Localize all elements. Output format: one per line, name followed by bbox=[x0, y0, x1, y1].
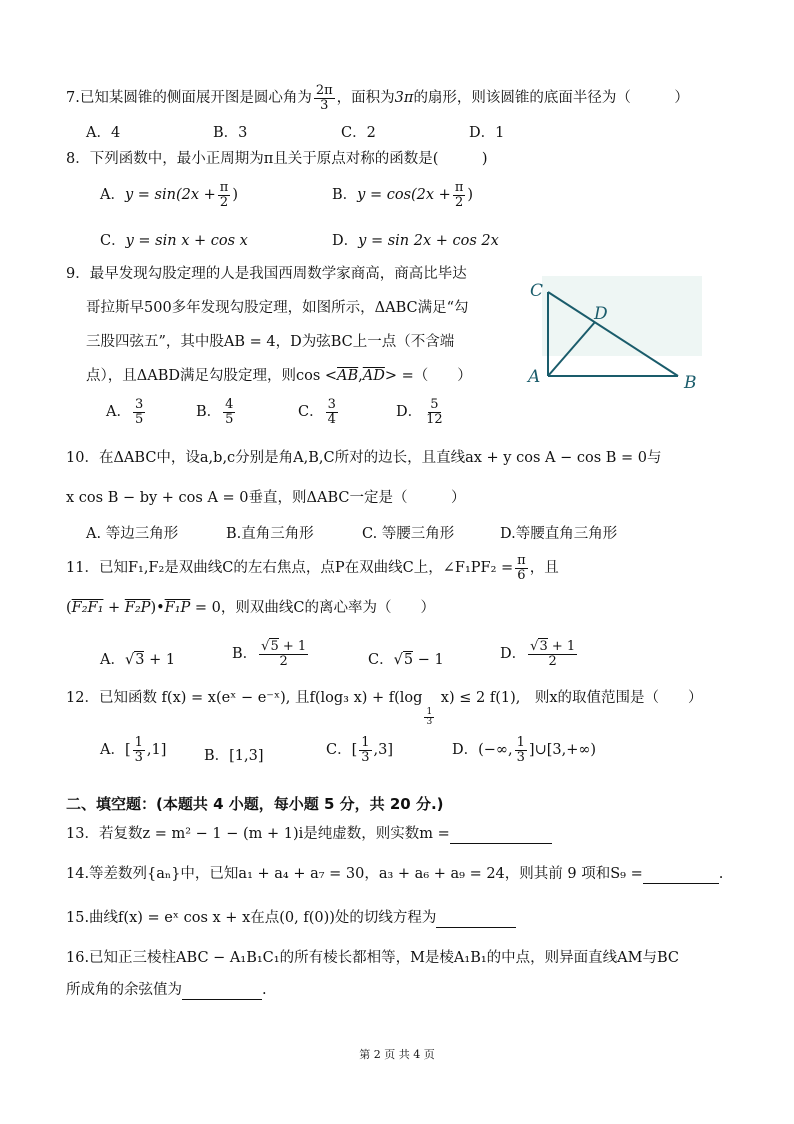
label-d: D bbox=[594, 304, 608, 324]
q9-line1: 9．最早发现勾股定理的人是我国西周数学家商高，商高比毕达 bbox=[66, 266, 467, 282]
q8-option-d: D．y = sin 2x + cos 2x bbox=[332, 233, 499, 249]
q8-option-c: C．y = sin x + cos x bbox=[100, 233, 248, 249]
q7-prefix: 7.已知某圆锥的侧面展开图是圆心角为 bbox=[66, 90, 312, 107]
q12-option-c: C．[ $\frac{1}{3}$ ,3] bbox=[326, 735, 394, 765]
label-b: B bbox=[684, 373, 697, 393]
q10-option-d: D.等腰直角三角形 bbox=[500, 526, 618, 542]
q12-option-b: B．[1,3] bbox=[204, 748, 264, 764]
q10-option-c: C. 等腰三角形 bbox=[362, 526, 455, 542]
q11-line2: (F₂F₁ + F₂P)•F₁P = 0，则双曲线C的离心率为（ ） bbox=[66, 600, 435, 616]
q11-option-d: D． $\frac{√3 + 1}{2}$ bbox=[500, 639, 576, 669]
q10-line1: 10．在ΔABC中，设a,b,c分别是角A,B,C所对的边长，且直线ax + y cos A − cos B = 0与 bbox=[66, 450, 662, 466]
label-a: A bbox=[528, 367, 541, 387]
q11-option-b: B． $\frac{√5 + 1}{2}$ bbox=[232, 639, 307, 669]
label-c: C bbox=[530, 281, 544, 301]
q7-option-d: D．1 bbox=[469, 125, 505, 141]
q14: 14.等差数列{aₙ}中，已知a₁ + a₄ + a₇ = 30，a₃ + a₆ + a₉ = 24，则其前 9 项和S₉ = . bbox=[66, 866, 723, 884]
q7-option-a: A．4 bbox=[86, 125, 121, 141]
q10-option-a: A. 等边三角形 bbox=[86, 526, 179, 542]
q9-option-c: C． $\frac{3}{4}$ bbox=[298, 397, 336, 427]
q10-line2: x cos B − by + cos A = 0垂直，则ΔABC一定是（ ） bbox=[66, 490, 466, 506]
q16-line2: 所成角的余弦值为 . bbox=[66, 982, 267, 1000]
section-2-heading: 二、填空题：(本题共 4 小题，每小题 5 分，共 20 分.) bbox=[66, 795, 444, 813]
q8-option-a: A．y = sin(2x + $\frac{\pi}{2}$ ) bbox=[100, 180, 238, 210]
q13-answer-blank[interactable] bbox=[450, 826, 552, 844]
q7-option-b: B．3 bbox=[213, 125, 248, 141]
q7-fraction: $\frac{2\pi}{3}$ bbox=[315, 83, 333, 113]
q9-option-b: B． $\frac{4}{5}$ bbox=[196, 397, 234, 427]
q8-stem: 8．下列函数中，最小正周期为π且关于原点对称的函数是( ) bbox=[66, 151, 488, 167]
figure-background bbox=[542, 276, 702, 356]
page-footer: 第 2 页 共 4 页 bbox=[359, 1048, 435, 1061]
q11-option-a: A．√3 + 1 bbox=[100, 652, 176, 668]
q7-option-c: C．2 bbox=[341, 125, 376, 141]
q8-option-b: B．y = cos(2x + $\frac{\pi}{2}$ ) bbox=[332, 180, 474, 210]
q16-line1: 16.已知正三棱柱ABC − A₁B₁C₁的所有棱长都相等，M是棱A₁B₁的中点，则异面直线AM与BC bbox=[66, 950, 680, 966]
q16-answer-blank[interactable] bbox=[182, 982, 262, 1000]
q12-option-d: D．(−∞, $\frac{1}{3}$ ]∪[3,+∞) bbox=[452, 735, 597, 765]
q10-option-b: B.直角三角形 bbox=[226, 526, 314, 542]
q15-answer-blank[interactable] bbox=[436, 910, 516, 928]
q9-option-a: A． $\frac{3}{5}$ bbox=[106, 397, 144, 427]
q12-line1: 12．已知函数 f(x) = x(eˣ − e⁻ˣ), 且f(log₃ x) + f(log $\frac{1}{3}$ x) ≤ 2 f(1), 则x的取值范围是（ ） bbox=[66, 690, 703, 728]
q11-line1: 11．已知F₁,F₂是双曲线C的左右焦点，点P在双曲线C上，∠F₁PF₂ = $\frac{\pi}{6}$ ，且 bbox=[66, 553, 559, 583]
q9-option-d: D． $\frac{5}{12}$ bbox=[396, 397, 443, 427]
q9-line4: 点），且ΔABD满足勾股定理，则$\cos <\overline{AB},\overline{AD}>$ =（ ） bbox=[86, 368, 472, 384]
q15: 15.曲线f(x) = eˣ cos x + x在点(0, f(0))处的切线方程为 bbox=[66, 910, 516, 928]
q11-option-c: C．√5 − 1 bbox=[368, 652, 444, 668]
q7-stem: 7.已知某圆锥的侧面展开图是圆心角为 $\frac{2\pi}{3}$ ，面积为3π的扇形，则该圆锥的底面半径为（ ） bbox=[66, 83, 689, 113]
q13: 13．若复数z = m² − 1 − (m + 1)i是纯虚数，则实数m = bbox=[66, 826, 552, 844]
q14-answer-blank[interactable] bbox=[643, 866, 719, 884]
q9-line2: 哥拉斯早500多年发现勾股定理，如图所示，ΔABC满足“勾 bbox=[86, 300, 469, 316]
triangle-figure bbox=[520, 270, 720, 410]
q12-option-a: A．[ $\frac{1}{3}$ ,1] bbox=[100, 735, 167, 765]
q9-line3: 三股四弦五”，其中股AB = 4，D为弦BC上一点（不含端 bbox=[86, 334, 455, 350]
